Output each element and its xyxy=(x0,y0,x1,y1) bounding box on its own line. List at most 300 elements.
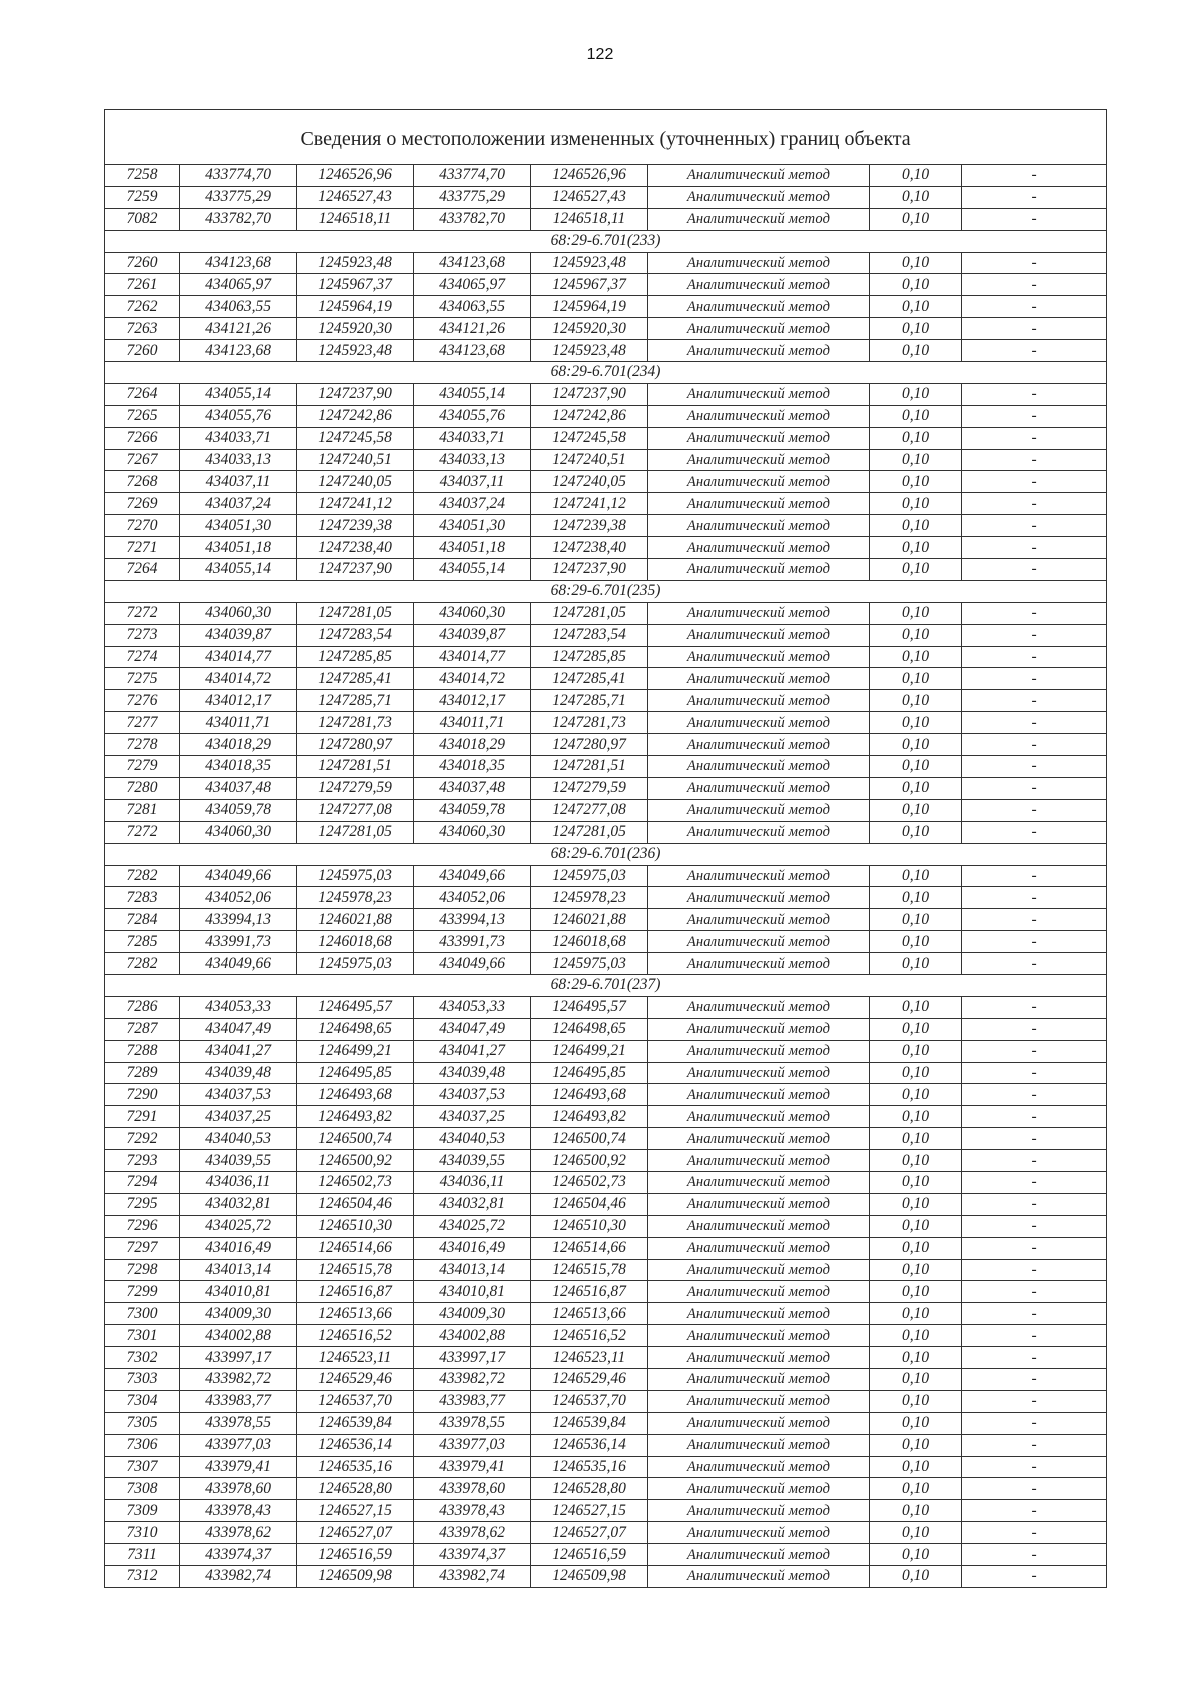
table-row xyxy=(105,515,1107,537)
x-existing-cell: 433978,55 xyxy=(180,1412,297,1434)
y-existing-cell: 1246535,16 xyxy=(297,1456,414,1478)
point-number-cell: 7294 xyxy=(105,1171,180,1193)
table-row xyxy=(105,1303,1107,1325)
x-existing-cell: 434123,68 xyxy=(180,340,297,362)
y-new-cell: 1246499,21 xyxy=(531,1040,648,1062)
accuracy-cell: 0,10 xyxy=(870,799,962,821)
method-cell: Аналитический метод xyxy=(648,1237,870,1259)
method-cell: Аналитический метод xyxy=(648,493,870,515)
x-existing-cell: 433978,60 xyxy=(180,1478,297,1500)
y-existing-cell: 1246527,15 xyxy=(297,1500,414,1522)
table-row xyxy=(105,1281,1107,1303)
point-number-cell: 7259 xyxy=(105,186,180,208)
x-new-cell: 434002,88 xyxy=(414,1325,531,1347)
point-number-cell: 7262 xyxy=(105,296,180,318)
method-cell: Аналитический метод xyxy=(648,449,870,471)
y-new-cell: 1245923,48 xyxy=(531,340,648,362)
accuracy-cell: 0,10 xyxy=(870,1018,962,1040)
accuracy-cell: 0,10 xyxy=(870,1303,962,1325)
accuracy-cell: 0,10 xyxy=(870,471,962,493)
x-new-cell: 434123,68 xyxy=(414,252,531,274)
point-number-cell: 7274 xyxy=(105,646,180,668)
x-existing-cell: 434010,81 xyxy=(180,1281,297,1303)
y-new-cell: 1245920,30 xyxy=(531,318,648,340)
method-cell: Аналитический метод xyxy=(648,602,870,624)
accuracy-cell: 0,10 xyxy=(870,405,962,427)
point-number-cell: 7260 xyxy=(105,252,180,274)
description-cell: - xyxy=(962,624,1107,646)
y-new-cell: 1246500,92 xyxy=(531,1150,648,1172)
description-cell: - xyxy=(962,427,1107,449)
description-cell: - xyxy=(962,734,1107,756)
y-new-cell: 1247237,90 xyxy=(531,383,648,405)
x-existing-cell: 434053,33 xyxy=(180,996,297,1018)
x-new-cell: 434013,14 xyxy=(414,1259,531,1281)
accuracy-cell: 0,10 xyxy=(870,1281,962,1303)
x-new-cell: 433978,60 xyxy=(414,1478,531,1500)
y-existing-cell: 1247241,12 xyxy=(297,493,414,515)
point-number-cell: 7291 xyxy=(105,1106,180,1128)
y-existing-cell: 1246537,70 xyxy=(297,1390,414,1412)
accuracy-cell: 0,10 xyxy=(870,821,962,843)
x-existing-cell: 434018,29 xyxy=(180,734,297,756)
description-cell: - xyxy=(962,296,1107,318)
y-new-cell: 1246516,59 xyxy=(531,1544,648,1566)
table-row xyxy=(105,909,1107,931)
description-cell: - xyxy=(962,1478,1107,1500)
y-existing-cell: 1245975,03 xyxy=(297,953,414,975)
accuracy-cell: 0,10 xyxy=(870,756,962,778)
x-existing-cell: 434033,13 xyxy=(180,449,297,471)
table-row xyxy=(105,1566,1107,1588)
point-number-cell: 7284 xyxy=(105,909,180,931)
point-number-cell: 7272 xyxy=(105,821,180,843)
point-number-cell: 7301 xyxy=(105,1325,180,1347)
y-new-cell: 1246529,46 xyxy=(531,1368,648,1390)
y-existing-cell: 1245964,19 xyxy=(297,296,414,318)
point-number-cell: 7300 xyxy=(105,1303,180,1325)
x-new-cell: 434016,49 xyxy=(414,1237,531,1259)
table-row xyxy=(105,1171,1107,1193)
method-cell: Аналитический метод xyxy=(648,405,870,427)
y-existing-cell: 1246498,65 xyxy=(297,1018,414,1040)
accuracy-cell: 0,10 xyxy=(870,165,962,187)
description-cell: - xyxy=(962,1347,1107,1369)
y-existing-cell: 1246518,11 xyxy=(297,208,414,230)
x-existing-cell: 434060,30 xyxy=(180,602,297,624)
y-new-cell: 1246493,68 xyxy=(531,1084,648,1106)
description-cell: - xyxy=(962,186,1107,208)
table-row xyxy=(105,208,1107,230)
table-row xyxy=(105,931,1107,953)
y-existing-cell: 1247239,38 xyxy=(297,515,414,537)
y-new-cell: 1246495,57 xyxy=(531,996,648,1018)
accuracy-cell: 0,10 xyxy=(870,1566,962,1588)
table-row xyxy=(105,296,1107,318)
method-cell: Аналитический метод xyxy=(648,909,870,931)
x-new-cell: 434018,35 xyxy=(414,756,531,778)
description-cell: - xyxy=(962,1566,1107,1588)
accuracy-cell: 0,10 xyxy=(870,1150,962,1172)
method-cell: Аналитический метод xyxy=(648,1368,870,1390)
y-new-cell: 1246526,96 xyxy=(531,165,648,187)
y-existing-cell: 1245920,30 xyxy=(297,318,414,340)
y-existing-cell: 1246499,21 xyxy=(297,1040,414,1062)
point-number-cell: 7273 xyxy=(105,624,180,646)
method-cell: Аналитический метод xyxy=(648,799,870,821)
x-new-cell: 433774,70 xyxy=(414,165,531,187)
method-cell: Аналитический метод xyxy=(648,1281,870,1303)
x-new-cell: 434060,30 xyxy=(414,602,531,624)
y-existing-cell: 1246539,84 xyxy=(297,1412,414,1434)
x-new-cell: 433782,70 xyxy=(414,208,531,230)
accuracy-cell: 0,10 xyxy=(870,1237,962,1259)
accuracy-cell: 0,10 xyxy=(870,1084,962,1106)
description-cell: - xyxy=(962,471,1107,493)
x-new-cell: 434039,48 xyxy=(414,1062,531,1084)
method-cell: Аналитический метод xyxy=(648,1084,870,1106)
y-existing-cell: 1246526,96 xyxy=(297,165,414,187)
x-new-cell: 434011,71 xyxy=(414,712,531,734)
y-new-cell: 1246510,30 xyxy=(531,1215,648,1237)
accuracy-cell: 0,10 xyxy=(870,1544,962,1566)
x-existing-cell: 434041,27 xyxy=(180,1040,297,1062)
x-new-cell: 434123,68 xyxy=(414,340,531,362)
section-row xyxy=(105,580,1107,602)
description-cell: - xyxy=(962,1368,1107,1390)
x-existing-cell: 433977,03 xyxy=(180,1434,297,1456)
point-number-cell: 7298 xyxy=(105,1259,180,1281)
y-new-cell: 1246536,14 xyxy=(531,1434,648,1456)
section-row xyxy=(105,974,1107,996)
description-cell: - xyxy=(962,340,1107,362)
table-row xyxy=(105,252,1107,274)
x-new-cell: 433979,41 xyxy=(414,1456,531,1478)
y-new-cell: 1246500,74 xyxy=(531,1128,648,1150)
y-new-cell: 1247285,71 xyxy=(531,690,648,712)
y-new-cell: 1246528,80 xyxy=(531,1478,648,1500)
point-number-cell: 7286 xyxy=(105,996,180,1018)
description-cell: - xyxy=(962,1259,1107,1281)
point-number-cell: 7296 xyxy=(105,1215,180,1237)
x-existing-cell: 434121,26 xyxy=(180,318,297,340)
description-cell: - xyxy=(962,865,1107,887)
y-new-cell: 1247240,05 xyxy=(531,471,648,493)
section-label: 68:29-6.701(236) xyxy=(105,843,1107,865)
x-new-cell: 433997,17 xyxy=(414,1347,531,1369)
table-row xyxy=(105,1106,1107,1128)
point-number-cell: 7268 xyxy=(105,471,180,493)
description-cell: - xyxy=(962,1325,1107,1347)
method-cell: Аналитический метод xyxy=(648,777,870,799)
y-existing-cell: 1246514,66 xyxy=(297,1237,414,1259)
description-cell: - xyxy=(962,1522,1107,1544)
y-existing-cell: 1247285,85 xyxy=(297,646,414,668)
x-new-cell: 433991,73 xyxy=(414,931,531,953)
table-row xyxy=(105,1500,1107,1522)
point-number-cell: 7269 xyxy=(105,493,180,515)
x-new-cell: 434033,71 xyxy=(414,427,531,449)
x-existing-cell: 434063,55 xyxy=(180,296,297,318)
description-cell: - xyxy=(962,1281,1107,1303)
x-new-cell: 433977,03 xyxy=(414,1434,531,1456)
x-existing-cell: 434011,71 xyxy=(180,712,297,734)
x-existing-cell: 434013,14 xyxy=(180,1259,297,1281)
method-cell: Аналитический метод xyxy=(648,1456,870,1478)
y-existing-cell: 1245923,48 xyxy=(297,340,414,362)
table-row xyxy=(105,646,1107,668)
point-number-cell: 7271 xyxy=(105,537,180,559)
description-cell: - xyxy=(962,712,1107,734)
method-cell: Аналитический метод xyxy=(648,427,870,449)
y-new-cell: 1246527,07 xyxy=(531,1522,648,1544)
accuracy-cell: 0,10 xyxy=(870,1259,962,1281)
y-new-cell: 1246535,16 xyxy=(531,1456,648,1478)
x-existing-cell: 434051,30 xyxy=(180,515,297,537)
table-row xyxy=(105,1456,1107,1478)
method-cell: Аналитический метод xyxy=(648,1434,870,1456)
description-cell: - xyxy=(962,799,1107,821)
x-existing-cell: 433774,70 xyxy=(180,165,297,187)
method-cell: Аналитический метод xyxy=(648,1347,870,1369)
description-cell: - xyxy=(962,1106,1107,1128)
x-existing-cell: 434037,25 xyxy=(180,1106,297,1128)
y-new-cell: 1246527,15 xyxy=(531,1500,648,1522)
y-existing-cell: 1246513,66 xyxy=(297,1303,414,1325)
description-cell: - xyxy=(962,1412,1107,1434)
x-new-cell: 434037,25 xyxy=(414,1106,531,1128)
y-existing-cell: 1247285,41 xyxy=(297,668,414,690)
x-existing-cell: 434037,24 xyxy=(180,493,297,515)
description-cell: - xyxy=(962,559,1107,581)
accuracy-cell: 0,10 xyxy=(870,1456,962,1478)
accuracy-cell: 0,10 xyxy=(870,1478,962,1500)
y-new-cell: 1247279,59 xyxy=(531,777,648,799)
description-cell: - xyxy=(962,887,1107,909)
x-existing-cell: 434032,81 xyxy=(180,1193,297,1215)
y-existing-cell: 1246523,11 xyxy=(297,1347,414,1369)
table-row xyxy=(105,383,1107,405)
method-cell: Аналитический метод xyxy=(648,734,870,756)
y-new-cell: 1246504,46 xyxy=(531,1193,648,1215)
table-row xyxy=(105,1325,1107,1347)
description-cell: - xyxy=(962,1193,1107,1215)
y-existing-cell: 1247242,86 xyxy=(297,405,414,427)
description-cell: - xyxy=(962,1062,1107,1084)
method-cell: Аналитический метод xyxy=(648,1412,870,1434)
accuracy-cell: 0,10 xyxy=(870,252,962,274)
description-cell: - xyxy=(962,1040,1107,1062)
y-new-cell: 1245923,48 xyxy=(531,252,648,274)
point-number-cell: 7283 xyxy=(105,887,180,909)
point-number-cell: 7280 xyxy=(105,777,180,799)
method-cell: Аналитический метод xyxy=(648,1303,870,1325)
description-cell: - xyxy=(962,1215,1107,1237)
x-existing-cell: 434039,55 xyxy=(180,1150,297,1172)
method-cell: Аналитический метод xyxy=(648,931,870,953)
table-row xyxy=(105,449,1107,471)
accuracy-cell: 0,10 xyxy=(870,865,962,887)
x-new-cell: 434049,66 xyxy=(414,865,531,887)
accuracy-cell: 0,10 xyxy=(870,887,962,909)
accuracy-cell: 0,10 xyxy=(870,1412,962,1434)
accuracy-cell: 0,10 xyxy=(870,909,962,931)
table-row xyxy=(105,1412,1107,1434)
point-number-cell: 7311 xyxy=(105,1544,180,1566)
y-existing-cell: 1245978,23 xyxy=(297,887,414,909)
method-cell: Аналитический метод xyxy=(648,887,870,909)
accuracy-cell: 0,10 xyxy=(870,1500,962,1522)
table-row xyxy=(105,493,1107,515)
table-title-row xyxy=(105,110,1107,165)
method-cell: Аналитический метод xyxy=(648,1018,870,1040)
table-row xyxy=(105,537,1107,559)
table-row xyxy=(105,340,1107,362)
x-new-cell: 434059,78 xyxy=(414,799,531,821)
method-cell: Аналитический метод xyxy=(648,383,870,405)
table-row xyxy=(105,1215,1107,1237)
x-new-cell: 434039,55 xyxy=(414,1150,531,1172)
y-new-cell: 1245964,19 xyxy=(531,296,648,318)
method-cell: Аналитический метод xyxy=(648,953,870,975)
y-new-cell: 1247238,40 xyxy=(531,537,648,559)
y-existing-cell: 1247281,05 xyxy=(297,602,414,624)
table-row xyxy=(105,1368,1107,1390)
accuracy-cell: 0,10 xyxy=(870,690,962,712)
accuracy-cell: 0,10 xyxy=(870,624,962,646)
y-new-cell: 1245975,03 xyxy=(531,953,648,975)
point-number-cell: 7310 xyxy=(105,1522,180,1544)
point-number-cell: 7282 xyxy=(105,865,180,887)
description-cell: - xyxy=(962,953,1107,975)
table-row xyxy=(105,1237,1107,1259)
description-cell: - xyxy=(962,318,1107,340)
y-existing-cell: 1246502,73 xyxy=(297,1171,414,1193)
table-row xyxy=(105,602,1107,624)
y-existing-cell: 1247283,54 xyxy=(297,624,414,646)
y-existing-cell: 1246021,88 xyxy=(297,909,414,931)
x-existing-cell: 433997,17 xyxy=(180,1347,297,1369)
table-row xyxy=(105,1193,1107,1215)
point-number-cell: 7272 xyxy=(105,602,180,624)
y-existing-cell: 1246527,07 xyxy=(297,1522,414,1544)
y-existing-cell: 1247281,51 xyxy=(297,756,414,778)
point-number-cell: 7287 xyxy=(105,1018,180,1040)
accuracy-cell: 0,10 xyxy=(870,318,962,340)
y-new-cell: 1246515,78 xyxy=(531,1259,648,1281)
y-existing-cell: 1245967,37 xyxy=(297,274,414,296)
description-cell: - xyxy=(962,1456,1107,1478)
x-existing-cell: 433974,37 xyxy=(180,1544,297,1566)
accuracy-cell: 0,10 xyxy=(870,1128,962,1150)
point-number-cell: 7281 xyxy=(105,799,180,821)
y-new-cell: 1246513,66 xyxy=(531,1303,648,1325)
accuracy-cell: 0,10 xyxy=(870,1347,962,1369)
point-number-cell: 7264 xyxy=(105,383,180,405)
boundary-coordinates-table xyxy=(104,109,1107,1588)
y-new-cell: 1247277,08 xyxy=(531,799,648,821)
y-new-cell: 1246502,73 xyxy=(531,1171,648,1193)
table-row xyxy=(105,887,1107,909)
x-new-cell: 433978,55 xyxy=(414,1412,531,1434)
method-cell: Аналитический метод xyxy=(648,1171,870,1193)
y-new-cell: 1246516,52 xyxy=(531,1325,648,1347)
x-new-cell: 434041,27 xyxy=(414,1040,531,1062)
y-new-cell: 1245967,37 xyxy=(531,274,648,296)
accuracy-cell: 0,10 xyxy=(870,777,962,799)
description-cell: - xyxy=(962,1434,1107,1456)
x-existing-cell: 434049,66 xyxy=(180,953,297,975)
point-number-cell: 7305 xyxy=(105,1412,180,1434)
x-existing-cell: 433782,70 xyxy=(180,208,297,230)
x-new-cell: 434037,11 xyxy=(414,471,531,493)
x-new-cell: 433974,37 xyxy=(414,1544,531,1566)
x-existing-cell: 434059,78 xyxy=(180,799,297,821)
accuracy-cell: 0,10 xyxy=(870,646,962,668)
table-row xyxy=(105,953,1107,975)
x-existing-cell: 434055,76 xyxy=(180,405,297,427)
table-row xyxy=(105,1150,1107,1172)
x-existing-cell: 433775,29 xyxy=(180,186,297,208)
method-cell: Аналитический метод xyxy=(648,821,870,843)
table-row xyxy=(105,427,1107,449)
accuracy-cell: 0,10 xyxy=(870,208,962,230)
y-existing-cell: 1246516,52 xyxy=(297,1325,414,1347)
point-number-cell: 7289 xyxy=(105,1062,180,1084)
point-number-cell: 7266 xyxy=(105,427,180,449)
y-new-cell: 1246523,11 xyxy=(531,1347,648,1369)
point-number-cell: 7288 xyxy=(105,1040,180,1062)
table-row xyxy=(105,274,1107,296)
accuracy-cell: 0,10 xyxy=(870,449,962,471)
point-number-cell: 7306 xyxy=(105,1434,180,1456)
description-cell: - xyxy=(962,537,1107,559)
x-new-cell: 434055,14 xyxy=(414,559,531,581)
y-new-cell: 1247239,38 xyxy=(531,515,648,537)
y-existing-cell: 1246493,68 xyxy=(297,1084,414,1106)
x-new-cell: 434060,30 xyxy=(414,821,531,843)
x-new-cell: 434036,11 xyxy=(414,1171,531,1193)
y-existing-cell: 1247238,40 xyxy=(297,537,414,559)
x-new-cell: 434052,06 xyxy=(414,887,531,909)
description-cell: - xyxy=(962,777,1107,799)
x-existing-cell: 434039,87 xyxy=(180,624,297,646)
accuracy-cell: 0,10 xyxy=(870,602,962,624)
table-row xyxy=(105,690,1107,712)
x-new-cell: 434051,30 xyxy=(414,515,531,537)
page-number: 122 xyxy=(586,46,614,63)
y-new-cell: 1247245,58 xyxy=(531,427,648,449)
y-existing-cell: 1246018,68 xyxy=(297,931,414,953)
x-new-cell: 434121,26 xyxy=(414,318,531,340)
description-cell: - xyxy=(962,208,1107,230)
table-body xyxy=(105,110,1107,1588)
x-existing-cell: 433994,13 xyxy=(180,909,297,931)
description-cell: - xyxy=(962,1544,1107,1566)
x-new-cell: 434009,30 xyxy=(414,1303,531,1325)
x-new-cell: 434055,76 xyxy=(414,405,531,427)
accuracy-cell: 0,10 xyxy=(870,1368,962,1390)
method-cell: Аналитический метод xyxy=(648,1566,870,1588)
y-existing-cell: 1246493,82 xyxy=(297,1106,414,1128)
accuracy-cell: 0,10 xyxy=(870,1171,962,1193)
y-existing-cell: 1246528,80 xyxy=(297,1478,414,1500)
y-new-cell: 1246498,65 xyxy=(531,1018,648,1040)
point-number-cell: 7277 xyxy=(105,712,180,734)
method-cell: Аналитический метод xyxy=(648,690,870,712)
description-cell: - xyxy=(962,690,1107,712)
y-new-cell: 1246527,43 xyxy=(531,186,648,208)
